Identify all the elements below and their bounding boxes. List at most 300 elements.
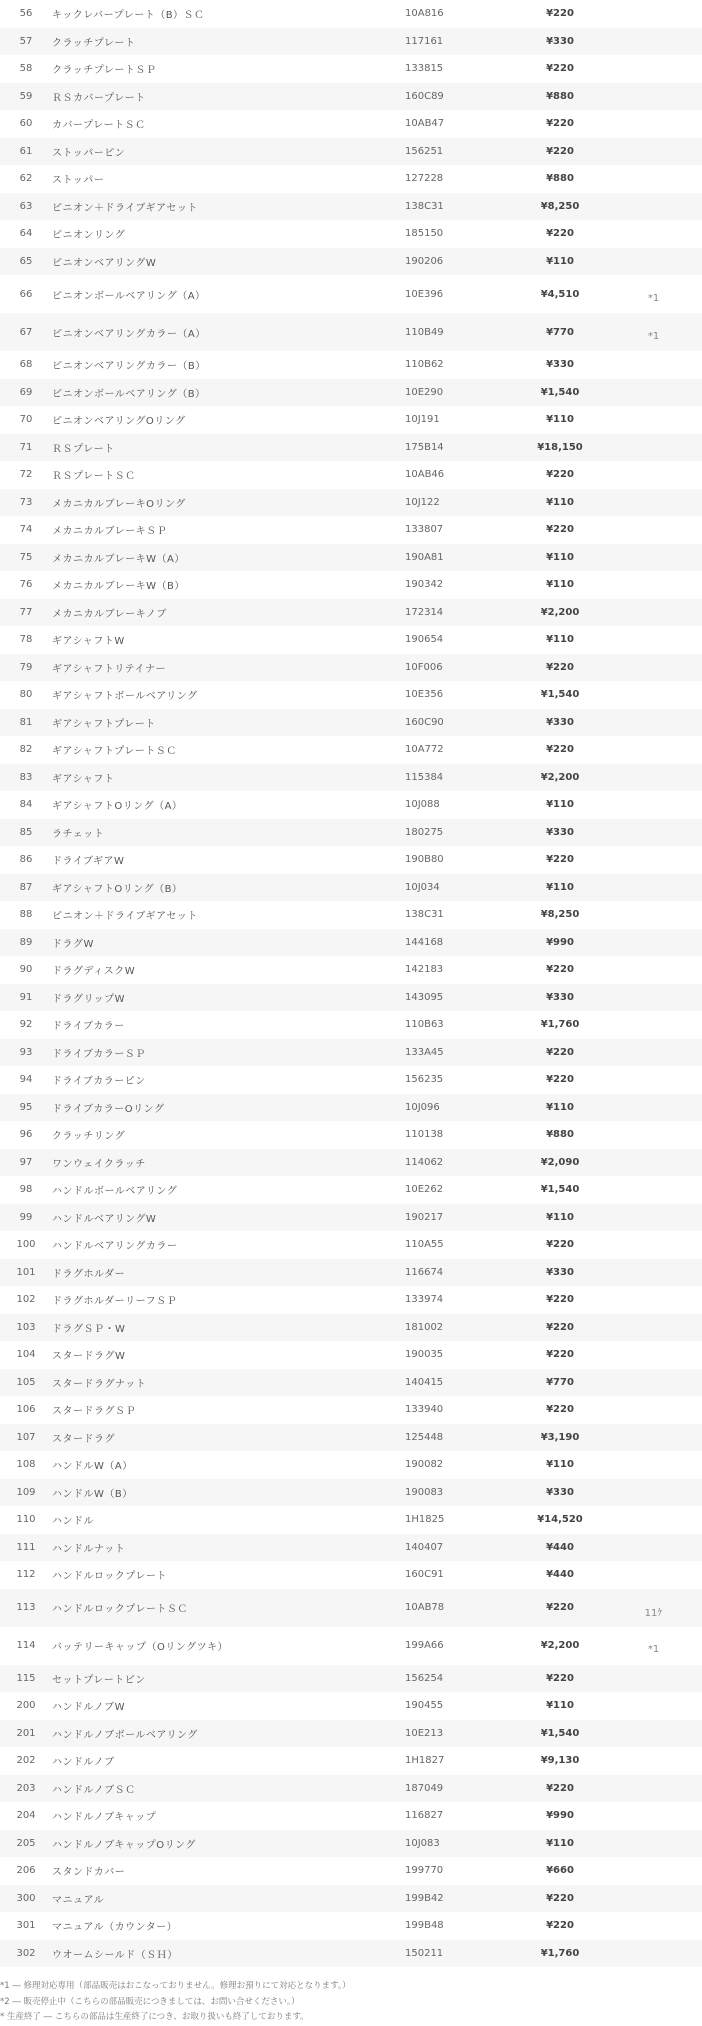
part-number: 90: [19, 964, 33, 976]
part-note: [605, 406, 702, 434]
part-row: [0, 1589, 702, 1627]
part-number: 70: [19, 414, 33, 426]
part-row: [0, 544, 702, 572]
part-note: [605, 1775, 702, 1803]
part-price: ¥220: [546, 744, 574, 756]
part-note: [605, 1176, 702, 1204]
part-price: ¥770: [515, 1369, 605, 1397]
part-name: ドラグホルダー: [52, 1259, 405, 1287]
part-price: ¥8,250: [515, 193, 605, 221]
part-note: [605, 1720, 702, 1748]
part-price: ¥660: [546, 1865, 574, 1877]
part-price: ¥110: [515, 1204, 605, 1232]
part-price: ¥220: [515, 1314, 605, 1342]
part-row: [0, 220, 702, 248]
part-note-text: *1: [647, 1644, 660, 1655]
part-price: ¥1,540: [540, 1184, 580, 1196]
part-note: [605, 956, 702, 984]
part-price: ¥110: [546, 1700, 574, 1712]
part-name: ハンドルノブW: [52, 1702, 125, 1714]
footnote-repair-only: *1 ― 修理対応専用（部品販売はおこなっておりません。修理お預りにて対応となります。）: [0, 1981, 351, 1991]
part-note: [605, 461, 702, 489]
part-number: 97: [0, 1149, 52, 1177]
part-number: 94: [19, 1074, 33, 1086]
part-note: [605, 1830, 702, 1858]
part-name: ピニオンベアリングOリング: [52, 416, 186, 428]
part-price: ¥220: [546, 1920, 574, 1932]
part-row: [0, 791, 702, 819]
part-row: [0, 571, 702, 599]
part-code: 10J088: [405, 799, 440, 811]
part-name: マニュアル: [52, 1885, 405, 1913]
part-name: カバープレートＳＣ: [52, 120, 146, 132]
part-number: 99: [0, 1204, 52, 1232]
part-price: ¥330: [515, 709, 605, 737]
part-row: [0, 0, 702, 28]
part-name: メカニカルブレーキノブ: [52, 599, 405, 627]
part-name: クラッチリング: [52, 1131, 126, 1143]
part-code: 150211: [405, 1940, 515, 1968]
part-row: [0, 1231, 702, 1259]
part-row: [0, 28, 702, 56]
part-code: 156254: [405, 1665, 515, 1693]
part-note: [605, 313, 702, 351]
footnote-discontinued: * 生産終了 ― こちらの部品は生産終了につき、お取り扱いも終了しております。: [0, 2012, 309, 2022]
part-price: ¥220: [546, 1404, 574, 1416]
part-row: [0, 1627, 702, 1665]
part-code: 115384: [405, 764, 515, 792]
part-price: ¥990: [546, 1810, 574, 1822]
footnote-sales-suspended: *2 ― 販売停止中（こちらの部品販売につきましては、お問い合せください。）: [0, 1996, 300, 2007]
part-code: 110138: [405, 1129, 444, 1141]
part-price: ¥990: [515, 929, 605, 957]
part-row: [0, 1451, 702, 1479]
part-name: ハンドルW（B）: [52, 1479, 405, 1507]
part-price: ¥220: [546, 964, 574, 976]
part-code: 110A55: [405, 1239, 444, 1251]
part-number: 85: [0, 819, 52, 847]
part-note: [605, 248, 702, 276]
part-note: [605, 736, 702, 764]
part-name: ギアシャフトプレートＳＣ: [52, 746, 177, 758]
part-row: [0, 1259, 702, 1287]
part-price: ¥880: [515, 83, 605, 111]
part-price: ¥220: [546, 1294, 574, 1306]
part-row: [0, 846, 702, 874]
part-note: [605, 764, 702, 792]
part-number: 107: [0, 1424, 52, 1452]
part-code: 140407: [405, 1534, 515, 1562]
part-code: 10F006: [405, 654, 515, 682]
part-price: ¥1,760: [515, 1940, 605, 1968]
part-name: メカニカルブレーキW（B）: [52, 581, 185, 593]
part-row: [0, 956, 702, 984]
part-number: 300: [0, 1885, 52, 1913]
part-note: [605, 55, 702, 83]
part-price: ¥110: [546, 414, 574, 426]
part-note: [605, 83, 702, 111]
part-row: [0, 489, 702, 517]
part-note: [605, 1314, 702, 1342]
part-name: ドライブカラーＳＰ: [52, 1039, 405, 1067]
part-row: [0, 1940, 702, 1968]
part-note: [605, 1039, 702, 1067]
part-price: ¥14,520: [537, 1514, 583, 1526]
part-price: ¥8,250: [540, 909, 580, 921]
part-number: 83: [0, 764, 52, 792]
part-note: [605, 1286, 702, 1314]
part-code: 138C31: [405, 193, 515, 221]
part-code: 190082: [405, 1459, 444, 1471]
part-price: ¥330: [515, 1259, 605, 1287]
part-note: [605, 275, 702, 313]
part-code: 10E262: [405, 1184, 444, 1196]
part-name: ＲＳカバープレート: [52, 83, 405, 111]
part-number: 115: [0, 1665, 52, 1693]
part-name: ギアシャフトOリング（B）: [52, 874, 405, 902]
part-price: ¥110: [515, 1830, 605, 1858]
part-number: 81: [0, 709, 52, 737]
part-number: 206: [16, 1865, 36, 1877]
part-price: ¥220: [515, 1885, 605, 1913]
part-row: [0, 83, 702, 111]
part-price: ¥2,200: [515, 764, 605, 792]
part-note: [605, 379, 702, 407]
part-name: ウオームシールド（ＳＨ）: [52, 1940, 405, 1968]
part-note: [605, 1692, 702, 1720]
part-note: [605, 1627, 702, 1665]
footnotes: [0, 1967, 702, 2026]
part-code: 175B14: [405, 434, 515, 462]
part-name: ドラグＳＰ・W: [52, 1314, 405, 1342]
part-price: ¥4,510: [540, 288, 580, 300]
part-note: [605, 1479, 702, 1507]
part-code: 190654: [405, 634, 444, 646]
part-name: ピニオンベアリングカラー（B）: [52, 361, 206, 373]
part-note: [605, 110, 702, 138]
part-price: ¥770: [515, 313, 605, 351]
part-name: ラチェット: [52, 819, 405, 847]
part-code: 185150: [405, 228, 444, 240]
part-note: [605, 874, 702, 902]
part-number: 113: [0, 1589, 52, 1627]
part-number: 202: [16, 1755, 36, 1767]
part-code: 114062: [405, 1149, 515, 1177]
part-row: [0, 434, 702, 462]
part-price: ¥110: [546, 579, 574, 591]
part-name: ピニオン＋ドライブギアセット: [52, 193, 405, 221]
part-row: [0, 874, 702, 902]
part-code: 133807: [405, 524, 444, 536]
part-number: 76: [19, 579, 33, 591]
part-number: 301: [16, 1920, 36, 1932]
part-number: 75: [0, 544, 52, 572]
part-price: ¥110: [515, 544, 605, 572]
part-code: 190342: [405, 579, 444, 591]
part-name: バッテリーキャップ（Oリングツキ）: [52, 1642, 229, 1653]
part-number: 80: [19, 689, 33, 701]
part-name: ギアシャフトOリング（A）: [52, 801, 183, 813]
part-code: 10A816: [405, 8, 444, 20]
part-number: 73: [0, 489, 52, 517]
part-name: マニュアル（カウンター）: [52, 1922, 178, 1934]
part-number: 61: [0, 138, 52, 166]
part-name: ギアシャフトプレート: [52, 709, 405, 737]
part-name: ハンドルノブキャップOリング: [52, 1830, 405, 1858]
part-note: [605, 0, 702, 28]
part-price: ¥330: [515, 28, 605, 56]
part-row: [0, 516, 702, 544]
part-code: 190B80: [405, 854, 444, 866]
part-note: [605, 1066, 702, 1094]
part-row: [0, 1506, 702, 1534]
part-note: [605, 1665, 702, 1693]
part-price: ¥220: [546, 524, 574, 536]
part-price: ¥220: [546, 1239, 574, 1251]
part-name: ギアシャフトボールベアリング: [52, 691, 198, 703]
part-row: [0, 193, 702, 221]
part-price: ¥440: [515, 1534, 605, 1562]
part-name: ドライブカラーピン: [52, 1076, 146, 1088]
part-name: ハンドルベアリングW: [52, 1204, 405, 1232]
part-number: 60: [19, 118, 33, 130]
part-code: 110B63: [405, 1019, 444, 1031]
part-row: [0, 1561, 702, 1589]
part-note: [605, 1369, 702, 1397]
part-code: 138C31: [405, 909, 444, 921]
part-name: ギアシャフトW: [52, 636, 125, 648]
part-name: ドラグリップW: [52, 984, 405, 1012]
part-row: [0, 1885, 702, 1913]
part-name: ドラグホルダーリーフＳＰ: [52, 1296, 178, 1308]
part-number: 88: [19, 909, 33, 921]
part-code: 10AB47: [405, 118, 445, 130]
part-name: ＲＳプレートＳＣ: [52, 471, 136, 483]
part-code: 190217: [405, 1204, 515, 1232]
part-code: 110B62: [405, 359, 444, 371]
part-code: 10J191: [405, 414, 440, 426]
part-note-text: *1: [647, 330, 660, 342]
part-number: 95: [0, 1094, 52, 1122]
part-row: [0, 626, 702, 654]
part-row: [0, 55, 702, 83]
part-row: [0, 165, 702, 193]
part-number: 69: [0, 379, 52, 407]
part-row: [0, 1094, 702, 1122]
part-code: 156235: [405, 1074, 444, 1086]
part-price: ¥220: [515, 1775, 605, 1803]
part-price: ¥2,200: [540, 1640, 580, 1651]
part-code: 133974: [405, 1294, 444, 1306]
part-code: 199770: [405, 1865, 444, 1877]
part-price: ¥220: [546, 854, 574, 866]
part-name: スタードラグ: [52, 1424, 405, 1452]
part-number: 112: [16, 1569, 36, 1581]
part-row: [0, 736, 702, 764]
part-row: [0, 1912, 702, 1940]
part-number: 58: [19, 63, 33, 75]
part-note: [605, 1094, 702, 1122]
part-code: 143095: [405, 984, 515, 1012]
part-name: メカニカルブレーキW（A）: [52, 544, 405, 572]
part-price: ¥220: [546, 63, 574, 75]
part-name: ハンドルナット: [52, 1534, 405, 1562]
part-row: [0, 1011, 702, 1039]
part-code: 133815: [405, 63, 444, 75]
part-name: ワンウェイクラッチ: [52, 1149, 405, 1177]
part-price: ¥1,540: [540, 689, 580, 701]
part-note: [605, 846, 702, 874]
part-code: 199B48: [405, 1920, 444, 1932]
part-code: 125448: [405, 1424, 515, 1452]
part-price: ¥220: [515, 1589, 605, 1627]
part-note: [605, 516, 702, 544]
part-name: スタードラグW: [52, 1351, 126, 1363]
part-number: 91: [0, 984, 52, 1012]
part-row: [0, 819, 702, 847]
part-note: [605, 1121, 702, 1149]
part-price: ¥2,090: [515, 1149, 605, 1177]
part-number: 64: [19, 228, 33, 240]
part-price: ¥220: [546, 1349, 574, 1361]
part-number: 111: [0, 1534, 52, 1562]
part-price: ¥220: [546, 8, 574, 20]
part-code: 160C91: [405, 1569, 444, 1581]
part-row: [0, 138, 702, 166]
part-code: 10AB78: [405, 1589, 515, 1627]
part-number: 200: [16, 1700, 36, 1712]
part-note: [605, 1534, 702, 1562]
part-code: 117161: [405, 28, 515, 56]
part-row: [0, 1802, 702, 1830]
part-row: [0, 1534, 702, 1562]
part-number: 104: [16, 1349, 36, 1361]
part-price: ¥220: [546, 228, 574, 240]
part-number: 62: [19, 173, 33, 185]
part-code: 127228: [405, 173, 444, 185]
part-code: 180275: [405, 819, 515, 847]
part-number: 79: [0, 654, 52, 682]
part-code: 140415: [405, 1369, 515, 1397]
part-name: スタードラグナット: [52, 1369, 405, 1397]
part-code: 116674: [405, 1259, 515, 1287]
part-name: ドラグW: [52, 929, 405, 957]
part-name: メカニカルブレーキＳＰ: [52, 526, 168, 538]
part-note: [605, 571, 702, 599]
part-price: ¥440: [546, 1569, 574, 1581]
part-note: [605, 220, 702, 248]
part-code: 10E213: [405, 1720, 515, 1748]
part-number: 56: [19, 8, 33, 20]
part-name: ピニオンリング: [52, 230, 126, 242]
part-number: 110: [16, 1514, 36, 1526]
part-note: [605, 1231, 702, 1259]
part-name: ハンドルロックプレートＳＣ: [52, 1589, 405, 1627]
part-note: [605, 28, 702, 56]
part-code: 10E396: [405, 288, 444, 300]
part-price: ¥110: [515, 489, 605, 517]
part-row: [0, 1121, 702, 1149]
part-name: ハンドルボールベアリング: [52, 1186, 178, 1198]
part-name: ギアシャフト: [52, 764, 405, 792]
part-note-text: *1: [647, 292, 660, 304]
part-row: [0, 351, 702, 379]
part-row: [0, 1341, 702, 1369]
part-code: 1H1825: [405, 1514, 445, 1526]
part-name: ピニオンベアリングカラー（A）: [52, 313, 405, 351]
part-name: ストッパー: [52, 175, 105, 187]
part-row: [0, 929, 702, 957]
part-name: ハンドルW（A）: [52, 1461, 133, 1473]
part-price: ¥220: [515, 1665, 605, 1693]
part-row: [0, 984, 702, 1012]
part-note: [605, 544, 702, 572]
part-price: ¥330: [515, 984, 605, 1012]
part-price: ¥880: [546, 1129, 574, 1141]
part-row: [0, 1039, 702, 1067]
part-note: [605, 626, 702, 654]
part-price: ¥110: [546, 634, 574, 646]
part-number: 63: [0, 193, 52, 221]
part-price: ¥330: [515, 1479, 605, 1507]
part-row: [0, 379, 702, 407]
part-note: [605, 599, 702, 627]
part-name: ドライブカラー: [52, 1021, 125, 1033]
part-row: [0, 1369, 702, 1397]
part-note: [605, 1747, 702, 1775]
part-code: 10A772: [405, 744, 444, 756]
part-number: 59: [0, 83, 52, 111]
part-note: [605, 1011, 702, 1039]
part-code: 172314: [405, 599, 515, 627]
part-price: ¥330: [515, 819, 605, 847]
part-name: ハンドルノブキャップ: [52, 1812, 157, 1824]
part-name: メカニカルブレーキOリング: [52, 489, 405, 517]
part-number: 74: [19, 524, 33, 536]
part-name: ピニオン＋ドライブギアセット: [52, 911, 198, 923]
part-price: ¥110: [546, 799, 574, 811]
part-row: [0, 599, 702, 627]
part-number: 57: [0, 28, 52, 56]
part-note: [605, 1589, 702, 1627]
part-row: [0, 1665, 702, 1693]
part-note: [605, 1912, 702, 1940]
part-number: 201: [0, 1720, 52, 1748]
part-code: 160C90: [405, 709, 515, 737]
part-code: 181002: [405, 1314, 515, 1342]
part-number: 86: [19, 854, 33, 866]
part-name: セットプレートピン: [52, 1665, 405, 1693]
part-number: 109: [0, 1479, 52, 1507]
part-number: 205: [0, 1830, 52, 1858]
part-row: [0, 764, 702, 792]
part-row: [0, 1424, 702, 1452]
part-price: ¥18,150: [515, 434, 605, 462]
part-note: [605, 1204, 702, 1232]
part-price: ¥9,130: [540, 1755, 580, 1767]
part-note: [605, 434, 702, 462]
part-note: [605, 791, 702, 819]
part-name: クラッチプレートＳＰ: [52, 65, 157, 77]
part-note: [605, 351, 702, 379]
part-code: 190206: [405, 248, 515, 276]
part-name: スタードラグＳＰ: [52, 1406, 136, 1418]
part-name: ドライブギアW: [52, 856, 125, 868]
part-note: [605, 193, 702, 221]
part-number: 82: [19, 744, 33, 756]
part-row: [0, 1149, 702, 1177]
part-code: 199B42: [405, 1885, 515, 1913]
